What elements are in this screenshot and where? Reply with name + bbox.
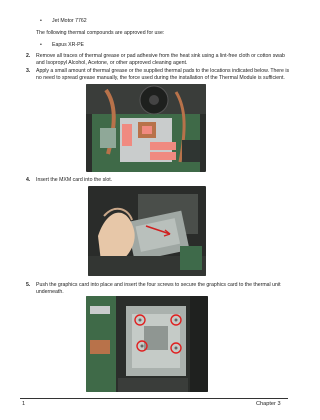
graphics-card-screws-photo — [86, 296, 208, 392]
footer-rule — [20, 398, 288, 399]
step-3-text-line-2: no need to spread grease manually, the force used during the installation of the Thermal Module is sufficient. — [36, 75, 285, 81]
step-2-number: 2. — [26, 53, 31, 59]
step-3-number: 3. — [26, 68, 31, 74]
page-number: 1 — [22, 401, 26, 407]
step-3-text-line-1: Apply a small amount of thermal grease or the supplied thermal pads to the locations indicated below. There is — [36, 68, 290, 74]
step-2-text-line-1: Remove all traces of thermal grease or pad adhesive from the heat sink using a lint-free cloth or cotton swab — [36, 53, 285, 59]
chapter-label: Chapter 3 — [256, 401, 281, 407]
bullet-marker: • — [40, 42, 42, 48]
bullet-jet-motor: Jet Motor 7762 — [52, 18, 87, 24]
mxm-insert-photo — [88, 186, 206, 276]
step-5-number: 5. — [26, 282, 31, 288]
approved-compounds-line: The following thermal compounds are approved for use: — [36, 30, 165, 36]
step-5-text-line-2: underneath. — [36, 289, 64, 295]
bullet-eapus: Eapus XR-PE — [52, 42, 85, 48]
step-5-text-line-1: Push the graphics card into place and insert the four screws to secure the graphics card to the thermal unit — [36, 282, 281, 288]
step-2-text-line-2: and Isopropyl Alcohol, Acetone, or other approved cleaning agent. — [36, 60, 188, 66]
thermal-module-photo — [86, 84, 206, 172]
bullet-marker: • — [40, 18, 42, 24]
step-4-number: 4. — [26, 177, 31, 183]
step-4-text: Insert the MXM card into the slot. — [36, 177, 113, 183]
